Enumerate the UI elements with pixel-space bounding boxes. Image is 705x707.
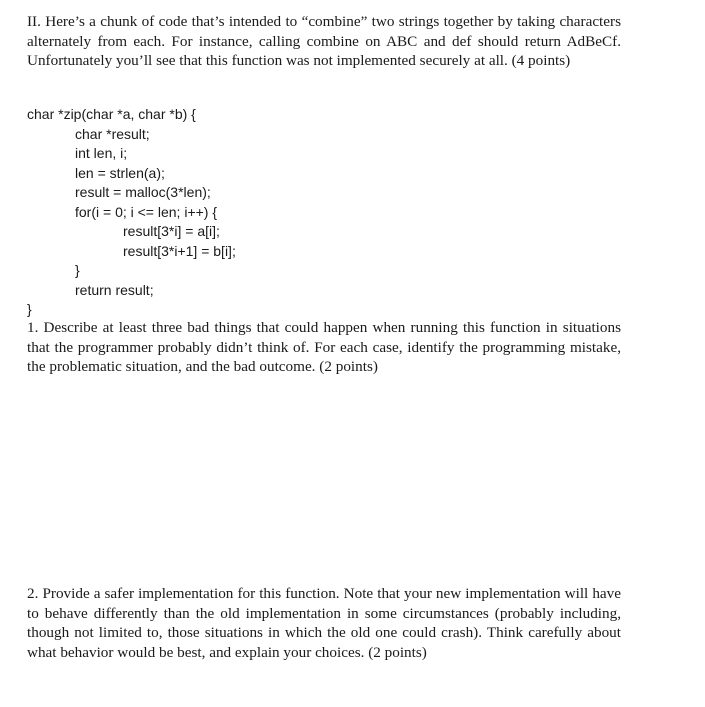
code-line-decl-result: char *result;: [75, 125, 150, 142]
question-2: 2. Provide a safer implementation for this function. Note that your new implementation will have to behave differently than the old implementation in some circumstances (probably including, though not limited to, those situations in which the old one could crash). Think carefully about what behavior would be best, and explain your choices. (2 points): [27, 585, 621, 661]
code-line-decl-len: int len, i;: [75, 145, 128, 161]
code-block: [27, 105, 627, 317]
code-line-close-function: }: [27, 301, 32, 317]
code-line-strlen: len = strlen(a);: [75, 164, 165, 181]
code-line-return: return result;: [75, 281, 154, 298]
code-line-close-for: }: [75, 262, 80, 278]
question-1: 1. Describe at least three bad things that could happen when running this function in situations that the programmer probably didn’t think of. For each case, identify the programming mistake, the problematic situation, and the bad outcome. (2 points): [27, 319, 621, 375]
code-line-assign-b: result[3*i+1] = b[i];: [123, 242, 236, 259]
code-line-malloc: result = malloc(3*len);: [75, 184, 211, 200]
code-line-signature: char *zip(char *a, char *b) {: [27, 106, 196, 122]
code-line-for: for(i = 0; i <= len; i++) {: [75, 203, 218, 220]
code-line-assign-a: result[3*i] = a[i];: [123, 223, 220, 239]
problem-intro: II. Here’s a chunk of code that’s intended to “combine” two strings together by taking characters alternately from each. For instance, calling combine on ABC and def should return AdBeCf. Unfortunately you’ll see that this function was not implemented securely at all. (4 points): [27, 13, 621, 69]
